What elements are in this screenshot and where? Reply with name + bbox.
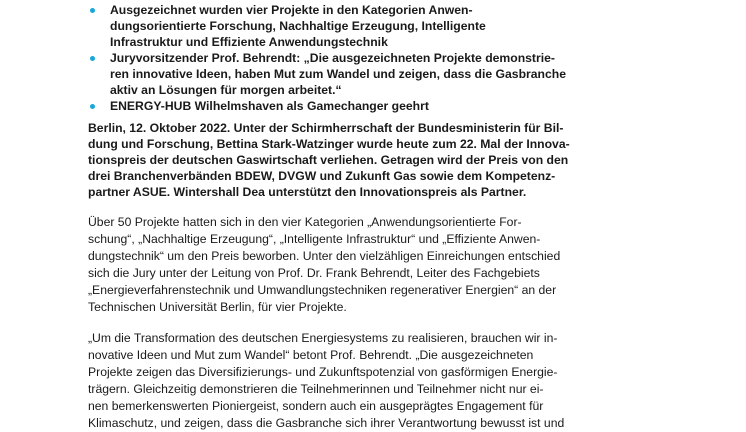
highlights-list	[88, 2, 608, 114]
lead-line: drei Branchenverbänden BDEW, DVGW und Zukunft Gas sowie dem Kompetenz-	[88, 169, 556, 183]
highlight-item	[88, 2, 608, 50]
paragraph-line: Über 50 Projekte hatten sich in den vier Kategorien „Anwendungsorientierte For-	[88, 215, 522, 229]
highlight-line: aktiv an Lösungen für morgen arbeitet.“	[110, 83, 342, 97]
bullet-dot-icon	[90, 104, 95, 109]
paragraph-line: Technischen Universität Berlin, für vier Projekte.	[88, 300, 347, 314]
lead-line: dung und Forschung, Bettina Stark-Watzinger wurde heute zum 22. Mal der Innova-	[88, 137, 570, 151]
paragraph-line: trägern. Gleichzeitig demonstrieren die Teilnehmerinnen und Teilnehmer nicht nur ei-	[88, 382, 544, 396]
lead-line: Berlin, 12. Oktober 2022. Unter der Schirmherrschaft der Bundesministerin für Bil-	[88, 121, 564, 135]
body-paragraph	[88, 330, 608, 432]
lead-line: tionspreis der deutschen Gaswirtschaft verliehen. Getragen wird der Preis von den	[88, 153, 569, 167]
bullet-dot-icon	[90, 8, 95, 13]
highlight-line: Infrastruktur und Effiziente Anwendungstechnik	[110, 35, 388, 49]
paragraph-line: dungstechnik“ um den Preis beworben. Unter den vielzähligen Einreichungen entschied	[88, 249, 561, 263]
highlight-line: dungsorientierte Forschung, Nachhaltige Erzeugung, Intelligente	[110, 19, 486, 33]
paragraph-line: Projekte zeigen das Diversifizierungs- und Zukunftspotenzial von gasförmigen Energie-	[88, 365, 558, 379]
highlight-item	[88, 98, 608, 114]
highlight-line: Ausgezeichnet wurden vier Projekte in den Kategorien Anwen-	[110, 3, 473, 17]
bullet-dot-icon	[90, 56, 95, 61]
press-release	[88, 2, 608, 432]
highlight-line: ren innovative Ideen, haben Mut zum Wandel und zeigen, dass die Gasbranche	[110, 67, 566, 81]
paragraph-line: novative Ideen und Mut zum Wandel“ betont Prof. Behrendt. „Die ausgezeichneten	[88, 348, 534, 362]
paragraph-line: schung“, „Nachhaltige Erzeugung“, „Intelligente Infrastruktur“ und „Effiziente Anwen-	[88, 232, 541, 246]
paragraph-line: Klimaschutz, und zeigen, dass die Gasbranche sich ihrer Verantwortung bewusst ist und	[88, 416, 565, 430]
highlight-line: Juryvorsitzender Prof. Behrendt: „Die ausgezeichneten Projekte demonstrie-	[110, 51, 555, 65]
highlight-item	[88, 50, 608, 98]
lead-line: partner ASUE. Wintershall Dea unterstützt den Innovationspreis als Partner.	[88, 185, 527, 199]
paragraph-line: „Energieverfahrenstechnik und Umwandlungstechniken regenerativer Energien“ an der	[88, 283, 557, 297]
body-paragraph	[88, 214, 608, 316]
paragraph-line: „Um die Transformation des deutschen Energiesystems zu realisieren, brauchen wir in-	[88, 331, 558, 345]
highlight-line: ENERGY-HUB Wilhelmshaven als Gamechanger geehrt	[110, 99, 429, 113]
lead-paragraph	[88, 120, 608, 200]
paragraph-line: sich die Jury unter der Leitung von Prof. Dr. Frank Behrendt, Leiter des Fachgebiets	[88, 266, 540, 280]
paragraph-line: nen bemerkenswerten Pioniergeist, sondern auch ein ausgeprägtes Engagement für	[88, 399, 544, 413]
